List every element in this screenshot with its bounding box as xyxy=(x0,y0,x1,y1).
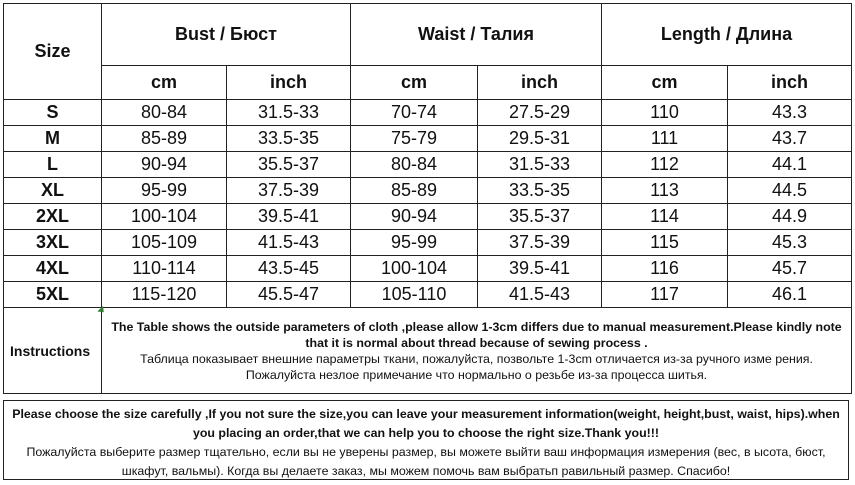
bust-inch-cell: 43.5-45 xyxy=(227,256,351,282)
length-cm-cell: 116 xyxy=(602,256,728,282)
instructions-russian: Таблица показывает внешние параметры ткани, пожалуйста, позвольте 1-3cm отличается из-за ручного изме рения. Пожалуйста незлое примечание что нормально о резьбе из-за процесса шитья. xyxy=(140,351,813,382)
bust-cm-cell: 95-99 xyxy=(102,178,227,204)
size-cell: 2XL xyxy=(4,204,102,230)
instructions-english: The Table shows the outside parameters of cloth ,please allow 1-3cm differs due to manual measurement.Please kindly note that it is normal about thread because of sewing process . xyxy=(111,319,842,350)
unit-header: inch xyxy=(478,66,602,100)
bust-inch-cell: 41.5-43 xyxy=(227,230,351,256)
bust-cm-cell: 105-109 xyxy=(102,230,227,256)
waist-inch-cell: 31.5-33 xyxy=(478,152,602,178)
bust-inch-cell: 33.5-35 xyxy=(227,126,351,152)
waist-inch-cell: 39.5-41 xyxy=(478,256,602,282)
length-cm-cell: 114 xyxy=(602,204,728,230)
length-inch-cell: 44.5 xyxy=(728,178,852,204)
unit-header: inch xyxy=(227,66,351,100)
length-cm-cell: 113 xyxy=(602,178,728,204)
size-header: Size xyxy=(4,4,102,100)
waist-inch-cell: 29.5-31 xyxy=(478,126,602,152)
size-cell: M xyxy=(4,126,102,152)
note-english: Please choose the size carefully ,If you not sure the size,you can leave your measurement information(weight, height,bust, waist, hips).when you placing an order,that we can help you to choose the right size.Thank you!!! xyxy=(12,407,840,440)
length-cm-cell: 110 xyxy=(602,100,728,126)
table-row xyxy=(4,230,852,256)
length-inch-cell: 44.9 xyxy=(728,204,852,230)
note-russian: Пожалуйста выберите размер тщательно, если вы не уверены размер, вы можете выйти ваш информация измерения (вес, в ысота, бюст, шкафут, вальмы). Когда вы делаете заказ, мы можем помочь вам выбратьп равильный размер. Спасибо! xyxy=(26,445,826,478)
instructions-row xyxy=(4,308,852,394)
waist-inch-cell: 41.5-43 xyxy=(478,282,602,308)
instructions-text xyxy=(102,308,852,394)
size-cell: 3XL xyxy=(4,230,102,256)
size-advice-note xyxy=(3,400,849,480)
table-row xyxy=(4,152,852,178)
size-cell: L xyxy=(4,152,102,178)
bust-cm-cell: 90-94 xyxy=(102,152,227,178)
table-row xyxy=(4,204,852,230)
table-row xyxy=(4,100,852,126)
bust-cm-cell: 115-120 xyxy=(102,282,227,308)
waist-cm-cell: 85-89 xyxy=(351,178,478,204)
waist-inch-cell: 33.5-35 xyxy=(478,178,602,204)
bust-cm-cell: 110-114 xyxy=(102,256,227,282)
table-row xyxy=(4,282,852,308)
instructions-label: Instructions xyxy=(4,308,102,394)
unit-header: cm xyxy=(351,66,478,100)
waist-cm-cell: 90-94 xyxy=(351,204,478,230)
header-row xyxy=(4,4,852,66)
waist-inch-cell: 27.5-29 xyxy=(478,100,602,126)
length-cm-cell: 111 xyxy=(602,126,728,152)
unit-header: inch xyxy=(728,66,852,100)
table-row xyxy=(4,178,852,204)
bust-inch-cell: 35.5-37 xyxy=(227,152,351,178)
size-cell: 5XL xyxy=(4,282,102,308)
bust-header: Bust / Бюст xyxy=(102,4,351,66)
waist-cm-cell: 100-104 xyxy=(351,256,478,282)
bust-inch-cell: 37.5-39 xyxy=(227,178,351,204)
waist-cm-cell: 105-110 xyxy=(351,282,478,308)
size-cell: S xyxy=(4,100,102,126)
unit-row xyxy=(4,66,852,100)
length-inch-cell: 45.3 xyxy=(728,230,852,256)
length-cm-cell: 115 xyxy=(602,230,728,256)
length-cm-cell: 112 xyxy=(602,152,728,178)
length-inch-cell: 46.1 xyxy=(728,282,852,308)
size-chart-table xyxy=(3,3,852,394)
bust-cm-cell: 85-89 xyxy=(102,126,227,152)
bust-inch-cell: 31.5-33 xyxy=(227,100,351,126)
bust-inch-cell: 39.5-41 xyxy=(227,204,351,230)
waist-inch-cell: 37.5-39 xyxy=(478,230,602,256)
bust-inch-cell: 45.5-47 xyxy=(227,282,351,308)
waist-cm-cell: 95-99 xyxy=(351,230,478,256)
bust-cm-cell: 80-84 xyxy=(102,100,227,126)
length-inch-cell: 44.1 xyxy=(728,152,852,178)
table-row xyxy=(4,256,852,282)
length-cm-cell: 117 xyxy=(602,282,728,308)
unit-header: cm xyxy=(602,66,728,100)
length-inch-cell: 43.3 xyxy=(728,100,852,126)
size-cell: XL xyxy=(4,178,102,204)
table-row xyxy=(4,126,852,152)
waist-cm-cell: 80-84 xyxy=(351,152,478,178)
waist-cm-cell: 70-74 xyxy=(351,100,478,126)
waist-header: Waist / Талия xyxy=(351,4,602,66)
waist-cm-cell: 75-79 xyxy=(351,126,478,152)
length-header: Length / Длина xyxy=(602,4,852,66)
length-inch-cell: 43.7 xyxy=(728,126,852,152)
size-cell: 4XL xyxy=(4,256,102,282)
waist-inch-cell: 35.5-37 xyxy=(478,204,602,230)
unit-header: cm xyxy=(102,66,227,100)
bust-cm-cell: 100-104 xyxy=(102,204,227,230)
length-inch-cell: 45.7 xyxy=(728,256,852,282)
